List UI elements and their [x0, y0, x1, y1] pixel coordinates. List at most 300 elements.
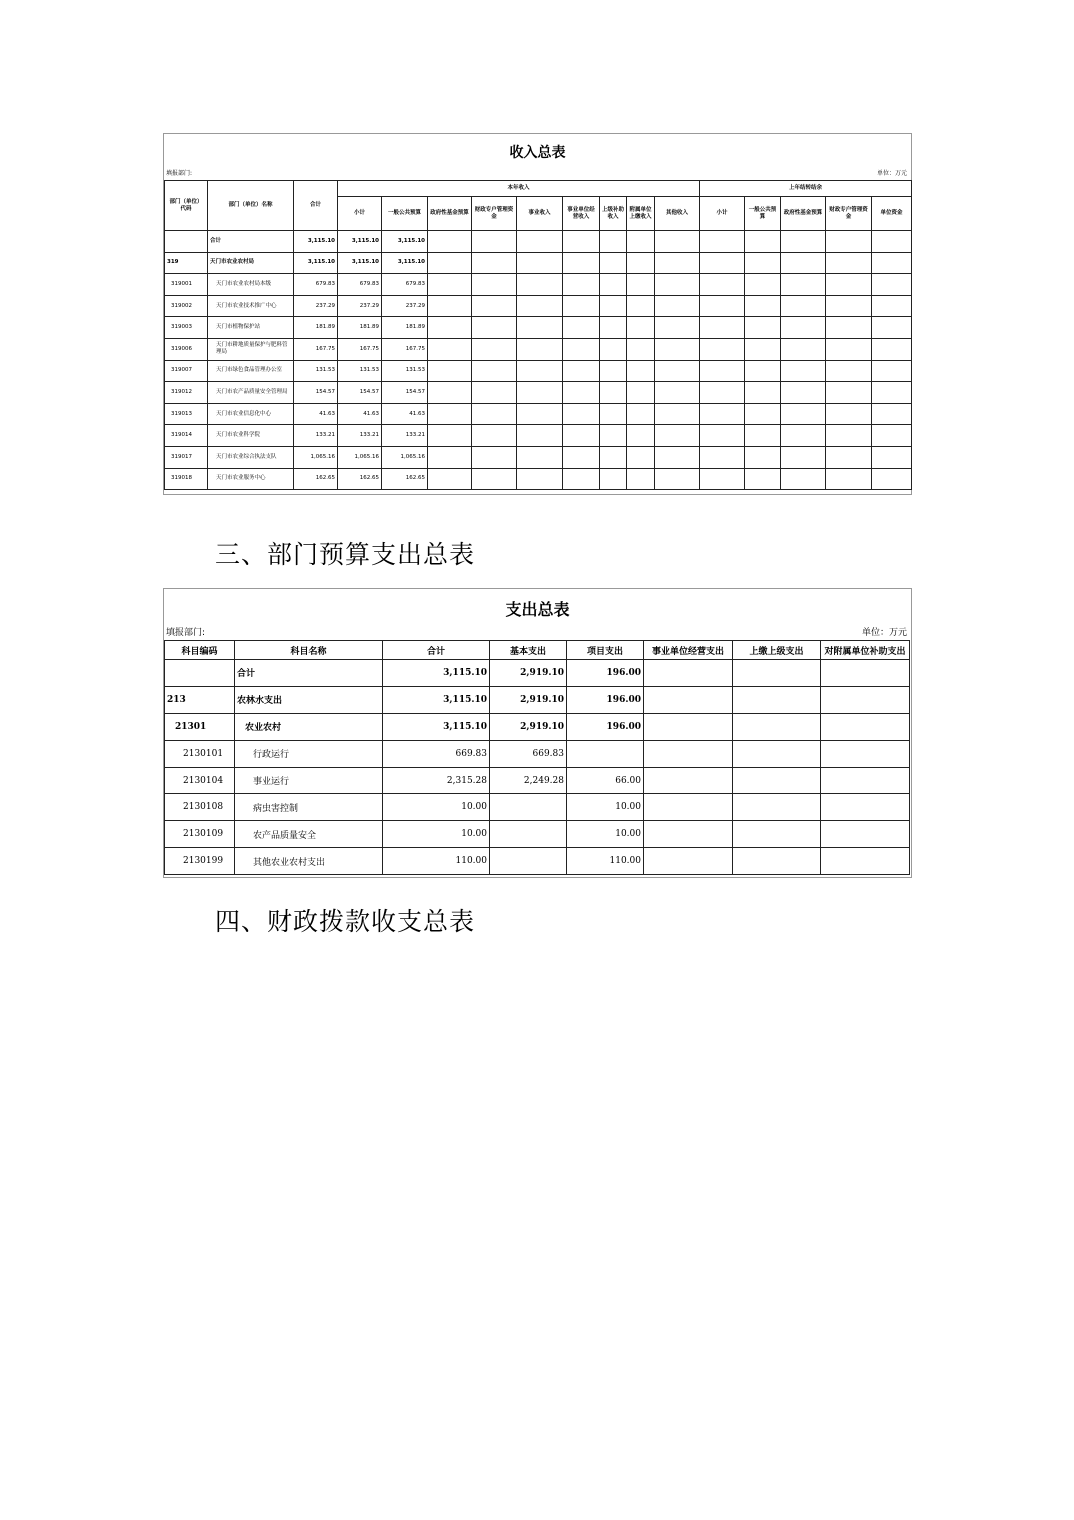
income-cell-subtotal: 237.29	[338, 295, 382, 317]
income-cell-code: 319006	[165, 338, 208, 360]
income-cell-empty	[700, 446, 745, 468]
income-cell-subtotal: 162.65	[338, 468, 382, 490]
income-row	[165, 425, 912, 447]
expense-cell-empty	[821, 686, 910, 713]
income-summary-table	[163, 133, 912, 495]
income-cell-empty	[472, 360, 517, 382]
expense-col-operating: 事业单位经营支出	[644, 641, 733, 660]
income-cell-empty	[745, 338, 781, 360]
income-cell-empty	[600, 468, 627, 490]
income-cell-empty	[627, 231, 655, 253]
income-cell-name: 天门市农产品质量安全管理局	[208, 382, 294, 404]
expense-cell-project: 66.00	[567, 767, 644, 794]
income-cell-empty	[826, 317, 872, 339]
income-cell-empty	[517, 468, 563, 490]
income-cell-code: 319001	[165, 274, 208, 296]
income-cell-empty	[655, 231, 700, 253]
expense-cell-total: 10.00	[383, 821, 490, 848]
income-cell-empty	[600, 403, 627, 425]
expense-col-code: 科目编码	[165, 641, 235, 660]
income-cell-empty	[627, 252, 655, 274]
income-cell-general: 1,065.16	[382, 446, 428, 468]
income-cell-empty	[563, 360, 600, 382]
expense-cell-code: 2130104	[165, 767, 235, 794]
income-cell-empty	[563, 425, 600, 447]
income-grid	[164, 180, 912, 490]
income-cell-empty	[872, 468, 912, 490]
expense-col-basic: 基本支出	[490, 641, 567, 660]
income-cell-empty	[517, 317, 563, 339]
income-cell-empty	[745, 295, 781, 317]
income-cell-empty	[517, 403, 563, 425]
income-cell-empty	[517, 274, 563, 296]
income-cell-empty	[872, 446, 912, 468]
income-cell-empty	[872, 295, 912, 317]
income-cy-col: 附属单位上缴收入	[627, 197, 655, 231]
income-cell-total: 133.21	[294, 425, 338, 447]
expense-cell-code: 2130109	[165, 821, 235, 848]
income-cell-empty	[517, 338, 563, 360]
income-cell-empty	[655, 317, 700, 339]
income-cell-empty	[700, 295, 745, 317]
income-cell-empty	[872, 338, 912, 360]
income-cell-empty	[781, 382, 826, 404]
income-cell-code: 319017	[165, 446, 208, 468]
income-cell-empty	[600, 338, 627, 360]
income-cell-total: 131.53	[294, 360, 338, 382]
expense-cell-name: 农林水支出	[235, 686, 383, 713]
income-cell-code: 319012	[165, 382, 208, 404]
expense-cell-total: 2,315.28	[383, 767, 490, 794]
income-cy-col: 上级补助收入	[600, 197, 627, 231]
income-py-col: 小计	[700, 197, 745, 231]
income-cell-name: 天门市耕地质量保护与肥料管理局	[208, 338, 294, 360]
income-cell-general: 167.75	[382, 338, 428, 360]
expense-cell-empty	[821, 848, 910, 875]
income-cell-empty	[700, 274, 745, 296]
income-cell-empty	[872, 425, 912, 447]
income-col-prev-year: 上年结转结余	[700, 181, 912, 197]
income-cell-empty	[655, 252, 700, 274]
income-cell-empty	[563, 403, 600, 425]
income-cell-empty	[655, 446, 700, 468]
income-dept-label: 填报部门:	[166, 170, 193, 177]
expense-cell-code: 2130101	[165, 740, 235, 767]
income-cell-name: 天门市农业科学院	[208, 425, 294, 447]
expense-cell-basic	[490, 794, 567, 821]
income-cell-empty	[781, 360, 826, 382]
expense-cell-project: 110.00	[567, 848, 644, 875]
income-cell-general: 237.29	[382, 295, 428, 317]
income-cell-empty	[428, 360, 472, 382]
expense-row	[165, 821, 910, 848]
section3-heading: 三、部门预算支出总表	[215, 540, 476, 569]
expense-cell-basic: 2,919.10	[490, 660, 567, 687]
income-cell-code: 319007	[165, 360, 208, 382]
income-cell-name: 天门市农业农村局	[208, 252, 294, 274]
expense-cell-empty	[644, 794, 733, 821]
income-cell-empty	[781, 468, 826, 490]
income-cell-empty	[745, 382, 781, 404]
income-cell-total: 3,115.10	[294, 252, 338, 274]
income-cell-empty	[472, 274, 517, 296]
income-cell-code: 319013	[165, 403, 208, 425]
income-cell-empty	[428, 425, 472, 447]
income-cy-col: 一般公共预算	[382, 197, 428, 231]
income-cell-general: 154.57	[382, 382, 428, 404]
income-cell-empty	[826, 425, 872, 447]
income-cell-empty	[472, 403, 517, 425]
expense-cell-empty	[821, 794, 910, 821]
income-cell-empty	[517, 295, 563, 317]
expense-cell-name: 其他农业农村支出	[235, 848, 383, 875]
expense-cell-name: 农产品质量安全	[235, 821, 383, 848]
income-row	[165, 317, 912, 339]
income-col-current-year: 本年收入	[338, 181, 700, 197]
income-cell-empty	[563, 274, 600, 296]
income-cell-empty	[600, 231, 627, 253]
income-cell-empty	[781, 274, 826, 296]
income-cell-total: 154.57	[294, 382, 338, 404]
expense-cell-empty	[644, 686, 733, 713]
expense-cell-empty	[821, 767, 910, 794]
expense-cell-empty	[644, 848, 733, 875]
income-cell-empty	[745, 274, 781, 296]
income-col-total: 合计	[294, 181, 338, 231]
expense-row	[165, 686, 910, 713]
income-cell-empty	[627, 274, 655, 296]
expense-cell-empty	[733, 821, 821, 848]
income-cell-empty	[700, 317, 745, 339]
expense-cell-code: 2130108	[165, 794, 235, 821]
income-cell-total: 237.29	[294, 295, 338, 317]
income-row	[165, 360, 912, 382]
income-cell-empty	[700, 338, 745, 360]
expense-cell-code: 2130199	[165, 848, 235, 875]
expense-cell-project: 196.00	[567, 660, 644, 687]
expense-row	[165, 740, 910, 767]
expense-cell-project	[567, 740, 644, 767]
income-cell-empty	[563, 231, 600, 253]
income-cell-empty	[600, 446, 627, 468]
income-cell-empty	[600, 425, 627, 447]
income-cell-empty	[781, 252, 826, 274]
income-cell-empty	[428, 274, 472, 296]
expense-cell-empty	[733, 794, 821, 821]
expense-cell-empty	[644, 740, 733, 767]
expense-summary-table	[163, 588, 912, 878]
income-cell-empty	[872, 231, 912, 253]
income-cell-subtotal: 679.83	[338, 274, 382, 296]
expense-cell-name: 行政运行	[235, 740, 383, 767]
expense-cell-basic: 669.83	[490, 740, 567, 767]
income-cell-empty	[700, 231, 745, 253]
income-cell-empty	[826, 338, 872, 360]
income-col-name: 部门（单位）名称	[208, 181, 294, 231]
income-cell-empty	[517, 360, 563, 382]
expense-cell-empty	[644, 821, 733, 848]
income-cell-empty	[655, 360, 700, 382]
income-cell-empty	[517, 252, 563, 274]
expense-cell-empty	[644, 767, 733, 794]
income-cell-subtotal: 133.21	[338, 425, 382, 447]
income-cell-general: 181.89	[382, 317, 428, 339]
income-cell-empty	[826, 446, 872, 468]
income-cell-total: 3,115.10	[294, 231, 338, 253]
income-cell-empty	[472, 446, 517, 468]
income-cell-empty	[428, 403, 472, 425]
income-cell-empty	[600, 317, 627, 339]
income-cell-total: 181.89	[294, 317, 338, 339]
income-cell-empty	[472, 382, 517, 404]
income-cell-empty	[872, 382, 912, 404]
income-cy-col: 事业收入	[517, 197, 563, 231]
income-cell-name: 天门市农业农村局本级	[208, 274, 294, 296]
income-cell-name: 合计	[208, 231, 294, 253]
income-cell-empty	[472, 338, 517, 360]
expense-cell-basic	[490, 848, 567, 875]
income-cy-col: 财政专户管理资金	[472, 197, 517, 231]
expense-cell-total: 3,115.10	[383, 686, 490, 713]
income-row	[165, 382, 912, 404]
expense-cell-name: 合计	[235, 660, 383, 687]
income-row	[165, 338, 912, 360]
expense-cell-empty	[821, 821, 910, 848]
expense-cell-project: 196.00	[567, 686, 644, 713]
expense-cell-basic	[490, 821, 567, 848]
income-cell-empty	[472, 295, 517, 317]
income-cell-empty	[563, 317, 600, 339]
expense-cell-total: 3,115.10	[383, 713, 490, 740]
income-cell-empty	[428, 468, 472, 490]
income-cell-code: 319018	[165, 468, 208, 490]
income-cell-total: 1,065.16	[294, 446, 338, 468]
income-cell-empty	[600, 382, 627, 404]
income-cell-general: 162.65	[382, 468, 428, 490]
income-cell-empty	[600, 295, 627, 317]
income-cell-empty	[826, 360, 872, 382]
income-cell-empty	[872, 274, 912, 296]
income-cell-total: 679.83	[294, 274, 338, 296]
income-cell-subtotal: 181.89	[338, 317, 382, 339]
income-cell-empty	[700, 468, 745, 490]
income-cell-general: 3,115.10	[382, 252, 428, 274]
expense-cell-project: 10.00	[567, 821, 644, 848]
expense-table-title: 支出总表	[505, 600, 570, 619]
income-cell-empty	[627, 360, 655, 382]
expense-cell-empty	[733, 767, 821, 794]
income-cell-empty	[700, 425, 745, 447]
income-cell-total: 162.65	[294, 468, 338, 490]
income-cell-subtotal: 1,065.16	[338, 446, 382, 468]
income-cell-empty	[517, 425, 563, 447]
income-cell-subtotal: 167.75	[338, 338, 382, 360]
income-cell-empty	[563, 252, 600, 274]
expense-dept-label: 填报部门:	[166, 628, 206, 638]
income-cell-empty	[745, 317, 781, 339]
income-cy-col: 政府性基金预算	[428, 197, 472, 231]
income-col-code: 部门（单位）代码	[165, 181, 208, 231]
income-cell-empty	[745, 446, 781, 468]
income-cell-empty	[627, 317, 655, 339]
income-cell-general: 41.63	[382, 403, 428, 425]
expense-cell-project: 10.00	[567, 794, 644, 821]
expense-cell-basic: 2,249.28	[490, 767, 567, 794]
expense-col-project: 项目支出	[567, 641, 644, 660]
income-cell-empty	[781, 231, 826, 253]
expense-cell-empty	[733, 740, 821, 767]
income-cell-empty	[872, 403, 912, 425]
income-cell-general: 131.53	[382, 360, 428, 382]
income-cy-col: 小计	[338, 197, 382, 231]
expense-cell-empty	[821, 713, 910, 740]
income-row	[165, 403, 912, 425]
income-cell-empty	[517, 231, 563, 253]
income-cell-empty	[472, 252, 517, 274]
income-cell-empty	[700, 360, 745, 382]
expense-row	[165, 794, 910, 821]
income-cell-empty	[781, 425, 826, 447]
income-cell-subtotal: 131.53	[338, 360, 382, 382]
income-cell-empty	[781, 446, 826, 468]
income-cell-empty	[655, 468, 700, 490]
income-cell-empty	[428, 382, 472, 404]
income-cell-name: 天门市农业服务中心	[208, 468, 294, 490]
expense-cell-code	[165, 660, 235, 687]
income-cell-empty	[700, 252, 745, 274]
income-cell-empty	[745, 468, 781, 490]
income-cell-empty	[563, 338, 600, 360]
income-table-title: 收入总表	[509, 145, 566, 161]
expense-row	[165, 767, 910, 794]
income-cell-empty	[563, 295, 600, 317]
income-cell-empty	[627, 382, 655, 404]
section4-heading: 四、财政拨款收支总表	[215, 907, 476, 936]
income-cell-empty	[655, 425, 700, 447]
expense-col-remit: 上缴上级支出	[733, 641, 821, 660]
income-cell-empty	[826, 231, 872, 253]
income-cell-general: 679.83	[382, 274, 428, 296]
expense-cell-project: 196.00	[567, 713, 644, 740]
income-cell-subtotal: 154.57	[338, 382, 382, 404]
income-cell-empty	[428, 295, 472, 317]
expense-cell-basic: 2,919.10	[490, 713, 567, 740]
income-cell-empty	[781, 317, 826, 339]
expense-cell-code: 213	[165, 686, 235, 713]
income-cell-empty	[472, 231, 517, 253]
income-cell-name: 天门市植物保护站	[208, 317, 294, 339]
income-cell-empty	[655, 338, 700, 360]
income-cell-empty	[745, 425, 781, 447]
income-cell-empty	[428, 338, 472, 360]
expense-cell-empty	[733, 686, 821, 713]
income-row	[165, 274, 912, 296]
income-cell-general: 133.21	[382, 425, 428, 447]
income-py-col: 单位资金	[872, 197, 912, 231]
expense-cell-empty	[644, 660, 733, 687]
income-cell-empty	[600, 360, 627, 382]
income-cell-empty	[428, 317, 472, 339]
income-cy-col: 其他收入	[655, 197, 700, 231]
income-cell-empty	[627, 446, 655, 468]
expense-cell-empty	[644, 713, 733, 740]
income-cell-empty	[826, 468, 872, 490]
income-cell-empty	[428, 446, 472, 468]
income-cell-empty	[563, 446, 600, 468]
income-cell-empty	[627, 403, 655, 425]
income-cell-empty	[428, 231, 472, 253]
expense-col-name: 科目名称	[235, 641, 383, 660]
income-cell-empty	[517, 382, 563, 404]
expense-cell-empty	[733, 848, 821, 875]
expense-row	[165, 660, 910, 687]
income-cell-empty	[781, 338, 826, 360]
income-row	[165, 231, 912, 253]
income-cell-code: 319014	[165, 425, 208, 447]
expense-cell-name: 事业运行	[235, 767, 383, 794]
expense-cell-total: 669.83	[383, 740, 490, 767]
expense-cell-empty	[821, 740, 910, 767]
expense-cell-total: 10.00	[383, 794, 490, 821]
income-cell-empty	[826, 382, 872, 404]
income-cell-name: 天门市农业信息化中心	[208, 403, 294, 425]
income-cell-empty	[872, 252, 912, 274]
income-cell-empty	[472, 468, 517, 490]
expense-cell-name: 农业农村	[235, 713, 383, 740]
income-py-col: 一般公共预算	[745, 197, 781, 231]
income-cell-empty	[563, 468, 600, 490]
income-cell-empty	[700, 403, 745, 425]
income-cell-subtotal: 3,115.10	[338, 252, 382, 274]
income-cell-empty	[472, 317, 517, 339]
expense-grid	[164, 640, 910, 875]
income-cell-empty	[627, 425, 655, 447]
income-cell-empty	[655, 382, 700, 404]
income-cell-subtotal: 3,115.10	[338, 231, 382, 253]
income-cell-code: 319002	[165, 295, 208, 317]
expense-cell-name: 病虫害控制	[235, 794, 383, 821]
income-cell-empty	[700, 382, 745, 404]
expense-cell-basic: 2,919.10	[490, 686, 567, 713]
income-cell-empty	[826, 295, 872, 317]
income-cell-name: 天门市绿色食品管理办公室	[208, 360, 294, 382]
expense-cell-empty	[733, 660, 821, 687]
income-cell-empty	[627, 338, 655, 360]
income-cell-empty	[655, 403, 700, 425]
expense-cell-total: 3,115.10	[383, 660, 490, 687]
income-cell-total: 41.63	[294, 403, 338, 425]
income-cell-empty	[745, 231, 781, 253]
income-cell-empty	[472, 425, 517, 447]
income-cell-general: 3,115.10	[382, 231, 428, 253]
expense-col-total: 合计	[383, 641, 490, 660]
income-cell-empty	[517, 446, 563, 468]
expense-cell-code: 21301	[165, 713, 235, 740]
income-cell-empty	[655, 274, 700, 296]
income-row	[165, 252, 912, 274]
expense-cell-empty	[821, 660, 910, 687]
income-cell-empty	[563, 382, 600, 404]
income-row	[165, 446, 912, 468]
income-cell-empty	[745, 252, 781, 274]
income-cell-total: 167.75	[294, 338, 338, 360]
income-cell-code: 319	[165, 252, 208, 274]
income-cell-empty	[600, 274, 627, 296]
income-cell-subtotal: 41.63	[338, 403, 382, 425]
income-cell-empty	[627, 468, 655, 490]
income-cell-empty	[872, 317, 912, 339]
income-cell-empty	[428, 252, 472, 274]
